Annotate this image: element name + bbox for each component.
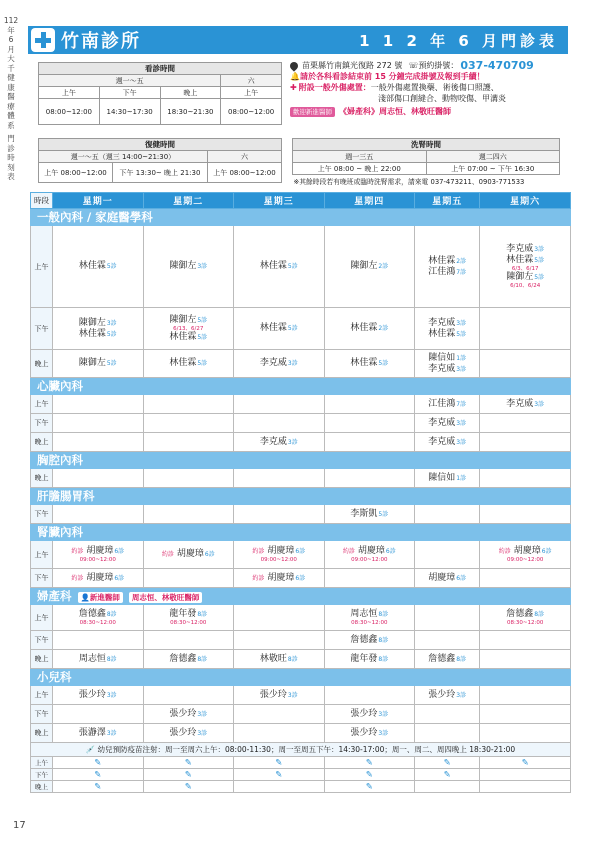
room-number: 5診 — [197, 333, 208, 341]
period-pm: 下午 — [31, 569, 53, 588]
col-tts: 週二四六 — [426, 151, 560, 163]
room-number: 8診 — [197, 655, 208, 663]
room-number: 3診 — [197, 263, 208, 270]
phone-icon: ☏ — [408, 61, 419, 70]
dept-nephrology: 腎臟內科 — [31, 524, 571, 541]
dept-chest: 胸腔內科 — [31, 452, 571, 469]
room-number: 7診 — [456, 400, 467, 408]
period-am: 上午 — [31, 686, 53, 705]
vaccine-row — [31, 743, 571, 757]
room-number: 6診 — [114, 548, 125, 555]
doctor-name: 詹德鑫 — [169, 653, 197, 664]
header-thu: 星期四 — [324, 193, 415, 209]
room-number: 6診 — [114, 574, 125, 582]
period-label: 晚上 — [160, 87, 221, 99]
room-number: 8診 — [378, 611, 389, 618]
room-number: 8診 — [378, 636, 389, 644]
doctor-name: 李克威 — [259, 436, 287, 447]
doctor-name: 李克威 — [428, 417, 456, 428]
phone-label: 預約掛號： — [418, 61, 459, 70]
pen-icon: ✎ — [234, 757, 325, 769]
minor-care-row-2 — [290, 93, 568, 104]
doctor-name: 詹德鑫 — [428, 653, 456, 664]
room-number: 6診 — [541, 548, 552, 555]
room-number: 8診 — [106, 655, 117, 663]
appointment-label: 約診 — [71, 548, 84, 555]
period-eve: 晚上 — [31, 433, 53, 452]
phone-number: 037-470709 — [460, 59, 534, 72]
room-number: 3診 — [287, 360, 298, 367]
appointment-label: 約診 — [252, 574, 265, 582]
room-number: 1診 — [456, 474, 467, 482]
room-number: 5診 — [106, 330, 117, 338]
room-number: 2診 — [456, 257, 467, 265]
doctor-name: 林佳霖 — [78, 261, 106, 271]
room-number: 5診 — [106, 360, 117, 367]
date-note: 6/13、6/27 — [173, 325, 204, 332]
room-number: 3診 — [197, 729, 208, 737]
doctor-name: 胡慶璋 — [357, 546, 385, 556]
time-note: 08:30~12:00 — [351, 620, 388, 626]
doctor-name: 龍年發 — [169, 609, 197, 619]
date-note: 6/10、6/24 — [510, 283, 541, 289]
period-pm: 下午 — [31, 308, 53, 350]
period-am: 上午 — [31, 541, 53, 569]
time-value: 上午 08:00~12:00 — [39, 163, 113, 183]
time-note: 09:00~12:00 — [507, 557, 544, 563]
doctor-name: 胡慶璋 — [176, 549, 204, 559]
pen-icon: ✎ — [143, 781, 234, 793]
room-number: 3診 — [287, 438, 298, 446]
room-number: 3診 — [456, 365, 467, 373]
room-number: 5診 — [378, 510, 389, 518]
date-note: 6/3、6/17 — [511, 266, 539, 272]
room-number: 8診 — [534, 611, 545, 618]
pen-icon: ✎ — [480, 757, 571, 769]
pen-icon: ✎ — [415, 757, 480, 769]
badge-text: 新進醫師 — [89, 593, 120, 602]
registration-notice: 請於各科看診結束前 15 分鐘完成掛號及報到手續！ — [299, 72, 485, 81]
doctor-name: 胡慶璋 — [513, 546, 541, 556]
room-number: 3診 — [534, 400, 545, 408]
pen-icon: ✎ — [324, 781, 415, 793]
dept-pediatrics: 小兒科 — [31, 669, 571, 686]
header-mon: 星期一 — [53, 193, 144, 209]
dialysis-hours-title: 洗腎時間 — [293, 139, 560, 151]
new-doctor-names: 周志恒、林敬旺醫師 — [129, 592, 203, 603]
minor-care-row — [290, 82, 568, 93]
room-number: 3診 — [456, 691, 467, 699]
doctor-name: 李克威 — [259, 358, 287, 368]
time-value: 08:00~12:00 — [39, 99, 100, 125]
pen-icon: ✎ — [53, 757, 144, 769]
col-saturday: 六 — [207, 151, 281, 163]
period-am: 上午 — [31, 757, 53, 769]
doctor-name: 胡慶璋 — [86, 572, 114, 583]
doctor-name: 周志恒 — [78, 653, 106, 664]
time-note: 09:00~12:00 — [260, 557, 297, 563]
doctor-name: 胡慶璋 — [428, 572, 456, 583]
doctor-name: 陳御左 — [169, 314, 197, 325]
room-number: 3診 — [456, 419, 467, 427]
period-am: 上午 — [31, 226, 53, 308]
doctor-name: 林佳霖 — [169, 331, 197, 342]
room-number: 3診 — [106, 691, 117, 699]
doctor-name: 林佳霖 — [259, 323, 287, 333]
doctor-name: 胡慶璋 — [267, 572, 295, 583]
room-number: 6診 — [204, 551, 215, 558]
doctor-name: 陳御左 — [169, 261, 197, 271]
doctor-name: 張少玲 — [169, 727, 197, 738]
pen-icon: ✎ — [143, 757, 234, 769]
room-number: 3診 — [456, 438, 467, 446]
doctor-name: 林敬旺 — [259, 653, 287, 664]
doctor-name: 陳御左 — [350, 261, 378, 271]
doctor-name: 陳御左 — [506, 272, 534, 282]
page-title: 1 1 2 年 6 月門診表 — [359, 31, 558, 50]
pen-icon: ✎ — [324, 769, 415, 781]
room-number: 1診 — [456, 354, 467, 362]
period-eve: 晚上 — [31, 781, 53, 793]
doctor-name: 林佳霖 — [259, 261, 287, 271]
time-note: 08:30~12:00 — [79, 620, 116, 626]
plus-icon: ✚ — [290, 83, 297, 92]
doctor-name: 張瀞澤 — [78, 727, 106, 738]
room-number: 5診 — [106, 263, 117, 270]
room-number: 6診 — [295, 548, 306, 555]
period-pm: 下午 — [31, 631, 53, 650]
cross-logo-icon — [31, 28, 55, 52]
period-label: 下午 — [99, 87, 160, 99]
period-pm: 下午 — [31, 505, 53, 524]
room-number: 6診 — [456, 574, 467, 582]
dept-obgyn — [31, 588, 571, 605]
room-number: 3診 — [197, 710, 208, 718]
room-number: 3診 — [106, 729, 117, 737]
minor-care-items: 一般外傷處置換藥、術後傷口照護、 — [370, 83, 499, 92]
doctor-name: 林佳霖 — [169, 358, 197, 368]
doctor-name: 李克威 — [506, 244, 534, 254]
doctor-name: 張少玲 — [350, 727, 378, 738]
period-am: 上午 — [31, 395, 53, 414]
minor-care-label: 附設一般外傷處置： — [298, 83, 371, 92]
col-saturday: 六 — [221, 75, 282, 87]
room-number: 5診 — [456, 330, 467, 338]
period-am: 上午 — [31, 605, 53, 631]
time-value: 下午 13:30~ 晚上 21:30 — [113, 163, 208, 183]
doctor-name: 龍年發 — [350, 653, 378, 664]
dialysis-hours-table — [292, 138, 560, 187]
col-mwf: 週一三五 — [293, 151, 427, 163]
room-number: 2診 — [378, 263, 389, 270]
doctor-name: 詹德鑫 — [78, 609, 106, 619]
doctor-name: 陳御左 — [78, 317, 106, 328]
new-doctor-row — [290, 106, 568, 117]
bell-icon: 🔔 — [290, 72, 300, 81]
appointment-label: 約診 — [252, 548, 265, 555]
room-number: 8診 — [197, 611, 208, 618]
doctor-name: 林佳霖 — [428, 255, 456, 266]
doctor-name: 陳信如 — [428, 472, 456, 483]
period-pm: 下午 — [31, 414, 53, 433]
dept-obgyn-label: 婦產科 — [37, 589, 72, 603]
room-number: 7診 — [456, 268, 467, 276]
doctor-name: 胡慶璋 — [86, 546, 114, 556]
time-value: 上午 08:00 ~ 晚上 22:00 — [293, 163, 427, 175]
doctor-name: 張少玲 — [78, 689, 106, 700]
pen-icon: ✎ — [415, 769, 480, 781]
appointment-label: 約診 — [161, 551, 174, 558]
doctor-name: 詹德鑫 — [350, 634, 378, 645]
period-eve: 晚上 — [31, 469, 53, 488]
doctor-name: 李克威 — [506, 398, 534, 409]
doctor-name: 周志恒 — [350, 609, 378, 619]
room-number: 5診 — [197, 316, 208, 324]
clinic-hours-table — [38, 62, 282, 125]
doctor-name: 林佳霖 — [428, 328, 456, 339]
doctor-name: 張少玲 — [259, 689, 287, 700]
doctor-name: 江佳鴻 — [428, 266, 456, 277]
appointment-label: 約診 — [71, 574, 84, 582]
side-year-char: 年 — [7, 25, 15, 35]
room-number: 5診 — [287, 263, 298, 270]
room-number: 5診 — [378, 360, 389, 367]
dept-general-medicine: 一般內科 / 家庭醫學科 — [31, 209, 571, 226]
doctor-name: 張少玲 — [428, 689, 456, 700]
dept-cardiology: 心臟內科 — [31, 378, 571, 395]
time-value: 18:30~21:30 — [160, 99, 221, 125]
side-doc-title: 門診時刻表 — [7, 134, 15, 181]
room-number: 5診 — [534, 257, 545, 264]
doctor-name: 林佳霖 — [78, 328, 106, 339]
room-number: 3診 — [378, 710, 389, 718]
doctor-name: 林佳霖 — [506, 255, 534, 265]
header-sat: 星期六 — [480, 193, 571, 209]
clinic-name: 竹南診所 — [61, 31, 141, 52]
vaccine-schedule: 幼兒預防疫苗注射：周一至周六上午：08:00-11:30；周一至周五下午：14:30-17:00；周一、周二、周四晚上 18:30-21:00 — [97, 745, 516, 754]
side-label — [0, 16, 22, 182]
doctor-name: 李克威 — [428, 317, 456, 328]
side-org: 大千健康醫療體系 — [7, 54, 15, 130]
syringe-icon: 💉 — [85, 745, 96, 754]
time-note: 09:00~12:00 — [79, 557, 116, 563]
address-row — [290, 60, 568, 71]
doctor-name: 詹德鑫 — [506, 609, 534, 619]
location-pin-icon — [288, 60, 299, 71]
period-pm: 下午 — [31, 769, 53, 781]
header-wed: 星期三 — [234, 193, 325, 209]
col-weekday: 週一～五 — [39, 75, 221, 87]
header-bar — [28, 26, 568, 54]
pen-icon: ✎ — [53, 781, 144, 793]
col-weekday: 週一～五（週三 14:00~21:30） — [39, 151, 208, 163]
doctor-name: 江佳鴻 — [428, 398, 456, 409]
room-number: 6診 — [295, 574, 306, 582]
footnote: ※其餘時段若有晚班或臨時洗腎需求，請來電 037-473211、0903-771533 — [293, 177, 525, 186]
pen-icon: ✎ — [234, 769, 325, 781]
time-note: 08:30~12:00 — [170, 620, 207, 626]
time-note: 08:30~12:00 — [507, 620, 544, 626]
doctor-name: 張少玲 — [169, 708, 197, 719]
header-fri: 星期五 — [415, 193, 480, 209]
schedule-grid — [30, 192, 571, 793]
appointment-label: 約診 — [342, 548, 355, 555]
room-number: 5診 — [534, 274, 545, 281]
new-doctor-names: 《婦產科》周志恒、林敬旺醫師 — [339, 107, 451, 116]
appointment-label: 約診 — [498, 548, 511, 555]
time-value: 08:00~12:00 — [221, 99, 282, 125]
room-number: 8診 — [378, 655, 389, 663]
doctor-name: 林佳霖 — [350, 358, 378, 368]
room-number: 3診 — [534, 246, 545, 253]
room-number: 5診 — [197, 360, 208, 367]
pen-icon: ✎ — [53, 769, 144, 781]
period-eve: 晚上 — [31, 650, 53, 669]
time-value: 上午 07:00 ~ 下午 16:30 — [426, 163, 560, 175]
side-year: 112 — [3, 16, 19, 25]
room-number: 2診 — [378, 325, 389, 332]
doctor-name: 陳信如 — [428, 352, 456, 363]
notice-row — [290, 71, 568, 82]
period-eve: 晚上 — [31, 350, 53, 378]
period-label: 上午 — [221, 87, 282, 99]
side-month-char: 月 — [7, 44, 15, 54]
doctor-name: 李克威 — [428, 436, 456, 447]
rehab-hours-title: 復健時間 — [39, 139, 282, 151]
pen-icon: ✎ — [324, 757, 415, 769]
info-panel — [290, 60, 568, 117]
time-value: 上午 08:00~12:00 — [207, 163, 281, 183]
room-number: 3診 — [287, 691, 298, 699]
side-month: 6 — [8, 35, 14, 44]
minor-care-items: 淺部傷口創縫合、動物咬傷、甲溝炎 — [378, 94, 506, 103]
room-number: 3診 — [456, 319, 467, 327]
doctor-name: 李克威 — [428, 363, 456, 374]
room-number: 3診 — [106, 319, 117, 327]
room-number: 8診 — [106, 611, 117, 618]
doctor-icon: 👤 — [80, 593, 90, 602]
time-note: 09:00~12:00 — [351, 557, 388, 563]
new-doctor-badge: 歡迎新進醫師 — [290, 107, 335, 117]
address: 苗栗縣竹南鎮光復路 272 號 — [302, 61, 403, 70]
doctor-name: 林佳霖 — [350, 323, 378, 333]
doctor-name: 李斯凱 — [350, 508, 378, 519]
pen-icon: ✎ — [143, 769, 234, 781]
doctor-name: 陳御左 — [78, 358, 106, 368]
header-period: 時段 — [31, 193, 53, 209]
doctor-name: 張少玲 — [350, 708, 378, 719]
time-value: 14:30~17:30 — [99, 99, 160, 125]
header-tue: 星期二 — [143, 193, 234, 209]
room-number: 3診 — [378, 729, 389, 737]
new-doctor-badge — [78, 592, 123, 603]
period-pm: 下午 — [31, 705, 53, 724]
period-label: 上午 — [39, 87, 100, 99]
page-number: 17 — [13, 820, 26, 831]
room-number: 8診 — [287, 655, 298, 663]
period-eve: 晚上 — [31, 724, 53, 743]
rehab-hours-table — [38, 138, 282, 183]
dept-gastro: 肝膽腸胃科 — [31, 488, 571, 505]
doctor-name: 胡慶璋 — [267, 546, 295, 556]
room-number: 8診 — [456, 655, 467, 663]
room-number: 6診 — [385, 548, 396, 555]
room-number: 5診 — [287, 325, 298, 332]
clinic-hours-title: 看診時間 — [39, 63, 282, 75]
